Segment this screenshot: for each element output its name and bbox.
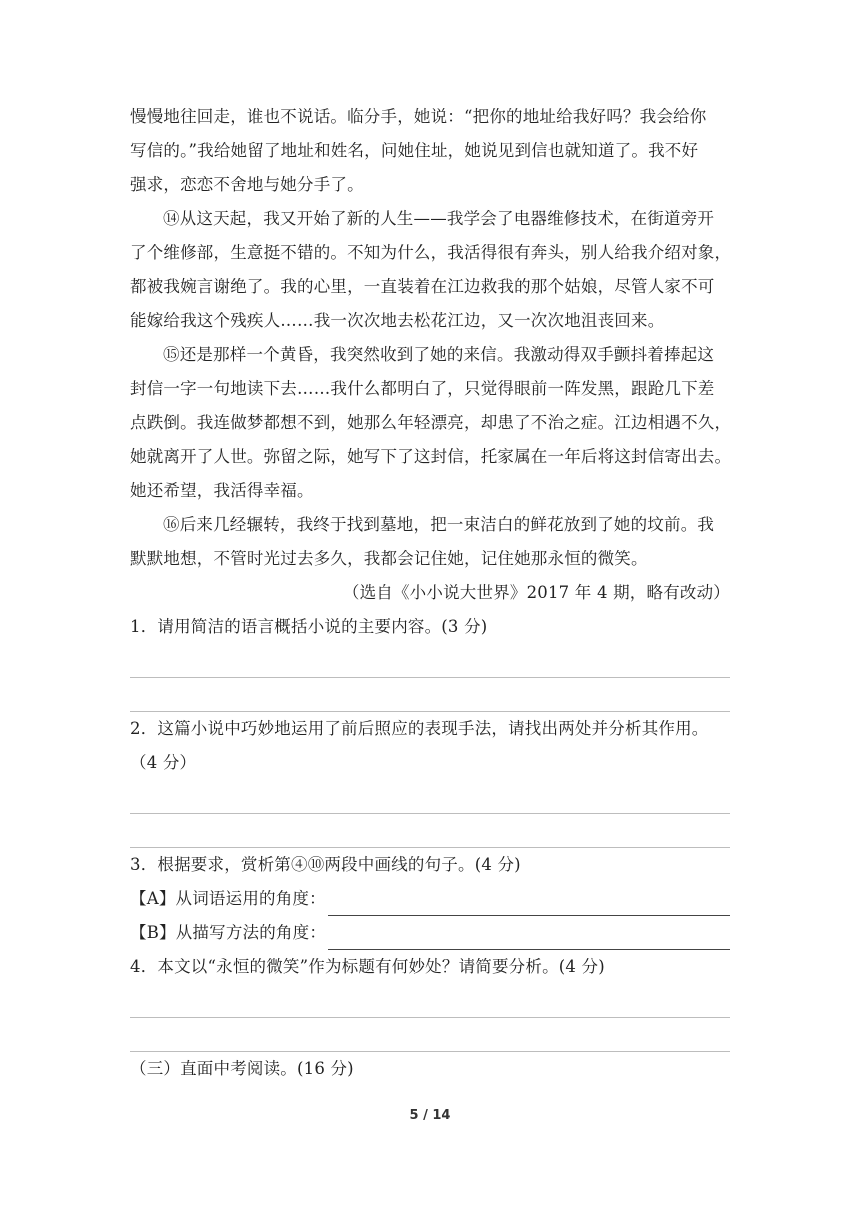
passage-line: 能嫁给我这个残疾人……我一次次地去松花江边，又一次次地沮丧回来。 — [130, 311, 665, 330]
answer-line-q4[interactable] — [130, 984, 730, 1018]
passage-line: 慢慢地往回走，谁也不说话。临分手，她说：“把你的地址给我好吗？我会给你 — [130, 107, 707, 126]
section-3-heading: （三）直面中考阅读。(16 分) — [130, 1059, 354, 1078]
passage-line: 她就离开了人世。弥留之际，她写下了这封信，托家属在一年后将这封信寄出去。 — [130, 447, 732, 466]
paragraph-16-start: ⑯后来几经辗转，我终于找到墓地，把一束洁白的鲜花放到了她的坟前。我 — [163, 515, 715, 534]
source-citation: （选自《小小说大世界》2017 年 4 期，略有改动） — [342, 583, 730, 602]
page-number: 5 / 14 — [409, 1108, 451, 1123]
answer-line-q2[interactable] — [130, 780, 730, 814]
passage-line: 默默地想，不管时光过去多久，我都会记住她，记住她那永恒的微笑。 — [130, 549, 648, 568]
page-content — [130, 100, 730, 1086]
question-3b — [130, 916, 730, 950]
answer-line-q4[interactable] — [130, 1018, 730, 1052]
question-3a — [130, 882, 730, 916]
question-2: 2．这篇小说中巧妙地运用了前后照应的表现手法，请找出两处并分析其作用。 — [130, 719, 709, 738]
answer-line-q3a[interactable] — [328, 893, 730, 916]
question-1: 1．请用简洁的语言概括小说的主要内容。(3 分) — [130, 617, 488, 636]
question-3a-label: 【A】从词语运用的角度： — [130, 889, 326, 908]
question-3b-label: 【B】从描写方法的角度： — [130, 923, 327, 942]
passage-line: 强求，恋恋不舍地与她分手了。 — [130, 175, 364, 194]
passage-line: 她还希望，我活得幸福。 — [130, 481, 314, 500]
passage-line: 点跌倒。我连做梦都想不到，她那么年轻漂亮，却患了不治之症。江边相遇不久， — [130, 413, 732, 432]
answer-line-q3b[interactable] — [328, 927, 730, 950]
answer-line-q2[interactable] — [130, 814, 730, 848]
paragraph-14-start: ⑭从这天起，我又开始了新的人生——我学会了电器维修技术，在街道旁开 — [163, 209, 715, 228]
answer-line-q1[interactable] — [130, 678, 730, 712]
question-3: 3．根据要求，赏析第④⑩两段中画线的句子。(4 分) — [130, 855, 521, 874]
passage-line: 都被我婉言谢绝了。我的心里，一直装着在江边救我的那个姑娘，尽管人家不可 — [130, 277, 715, 296]
question-2-score: （4 分） — [130, 753, 197, 772]
passage-line: 封信一字一句地读下去……我什么都明白了，只觉得眼前一阵发黑，跟跄几下差 — [130, 379, 715, 398]
paragraph-15-start: ⑮还是那样一个黄昏，我突然收到了她的来信。我激动得双手颤抖着捧起这 — [163, 345, 715, 364]
question-4: 4．本文以“永恒的微笑”作为标题有何妙处？请简要分析。(4 分) — [130, 957, 605, 976]
passage-line: 了个维修部，生意挺不错的。不知为什么，我活得很有奔头，别人给我介绍对象， — [130, 243, 732, 262]
passage-line: 写信的。”我给她留了地址和姓名，问她住址，她说见到信也就知道了。我不好 — [130, 141, 699, 160]
answer-line-q1[interactable] — [130, 644, 730, 678]
